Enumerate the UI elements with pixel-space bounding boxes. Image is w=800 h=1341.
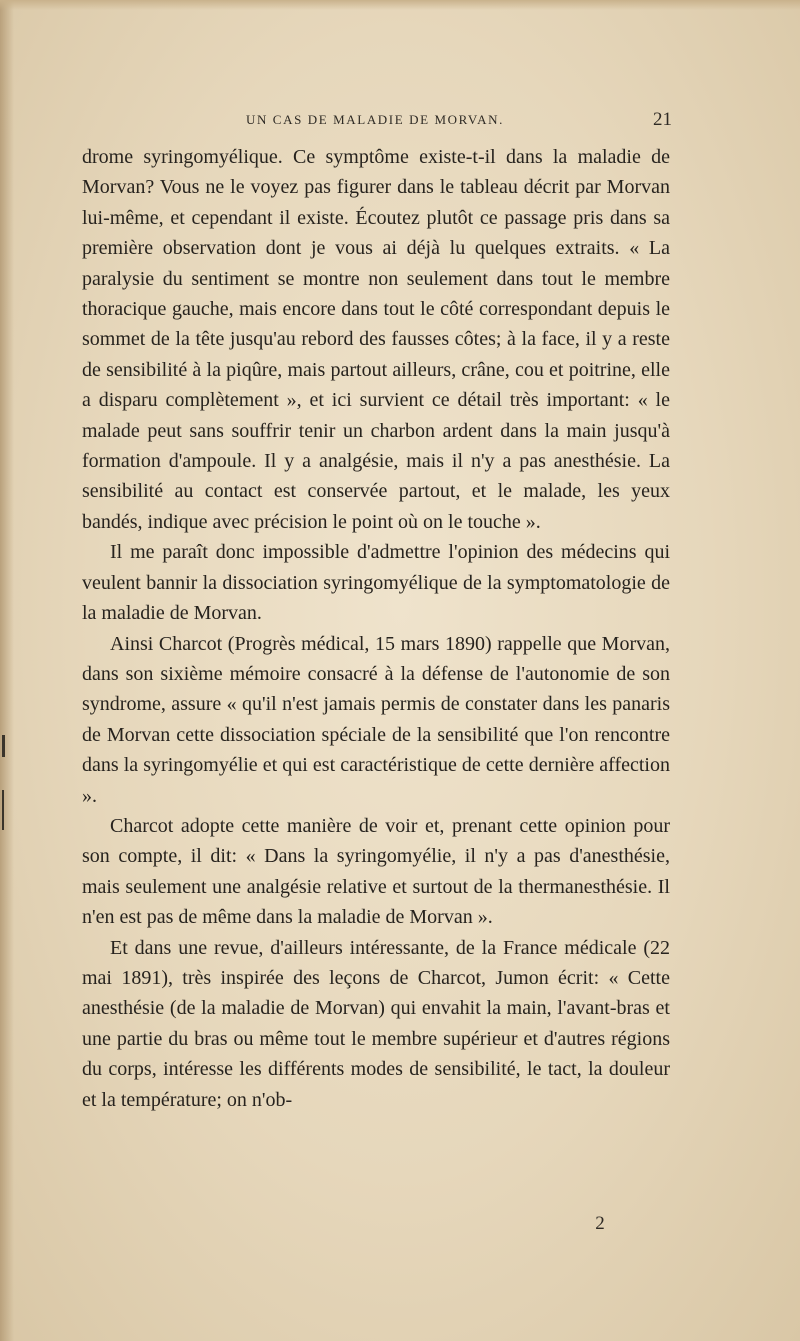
running-title: UN CAS DE MALADIE DE MORVAN. <box>245 112 505 127</box>
margin-mark <box>2 735 5 757</box>
running-head <box>80 110 670 132</box>
paragraph: Il me paraît donc impossible d'admettre l'opinion des médecins qui veulent bannir la dissociation syringomyélique de la symptomatologie de la maladie de Morvan. <box>82 541 670 625</box>
page-top-shadow <box>0 0 800 10</box>
page-number: 21 <box>653 109 672 130</box>
paragraph: Ainsi Charcot (Progrès médical, 15 mars 1890) rappelle que Morvan, dans son sixième mémoire consacré à la défense de l'autonomie de son syndrome, assure « qu'il n'est jamais permis de constater dans les panaris de Morvan cette dissociation spéciale de la sensibilité que l'on rencontre dans la syringomyélie et qui est caractéristique de cette dernière affection ». <box>82 632 670 807</box>
paragraph: drome syringomyélique. Ce symptôme existe-t-il dans la maladie de Morvan? Vous ne le voyez pas figurer dans le tableau décrit par Morvan lui-même, et cependant il existe. Écoutez plutôt ce passage pris dans sa première observation dont je vous ai déjà lu quelques extraits. « La paralysie du sentiment se montre non seulement dans tout le membre thoracique gauche, mais encore dans tout le côté correspondant depuis le sommet de la tête jusqu'au rebord des fausses côtes; à la face, il y a reste de sensibilité à la piqûre, mais partout ailleurs, crâne, cou et poitrine, elle a disparu complètement », et ici survient ce détail très important: « le malade peut sans souffrir tenir un charbon ardent dans la main jusqu'à formation d'ampoule. Il y a analgésie, mais il n'y a pas anesthésie. La sensibilité au contact est conservée partout, et le malade, les yeux bandés, indique avec précision le point où on le touche ». <box>82 146 670 533</box>
margin-mark <box>2 790 4 830</box>
paragraph: Et dans une revue, d'ailleurs intéressante, de la France médicale (22 mai 1891), très inspirée des leçons de Charcot, Jumon écrit: « Cette anesthésie (de la maladie de Morvan) qui envahit la main, l'avant-bras et une partie du bras ou même tout le membre supérieur et d'autres régions du corps, intéresse les différents modes de sensibilité, le tact, la douleur et la température; on n'ob- <box>82 936 670 1111</box>
signature-mark: 2 <box>595 1213 605 1234</box>
paragraph: Charcot adopte cette manière de voir et, prenant cette opinion pour son compte, il dit: « Dans la syringomyélie, il n'y a pas d'anesthésie, mais seulement une analgésie relative et surtout de la thermanesthésie. Il n'en est pas de même dans la maladie de Morvan ». <box>82 814 670 929</box>
page-edge-shadow <box>0 0 14 1341</box>
body-text <box>82 142 670 1115</box>
